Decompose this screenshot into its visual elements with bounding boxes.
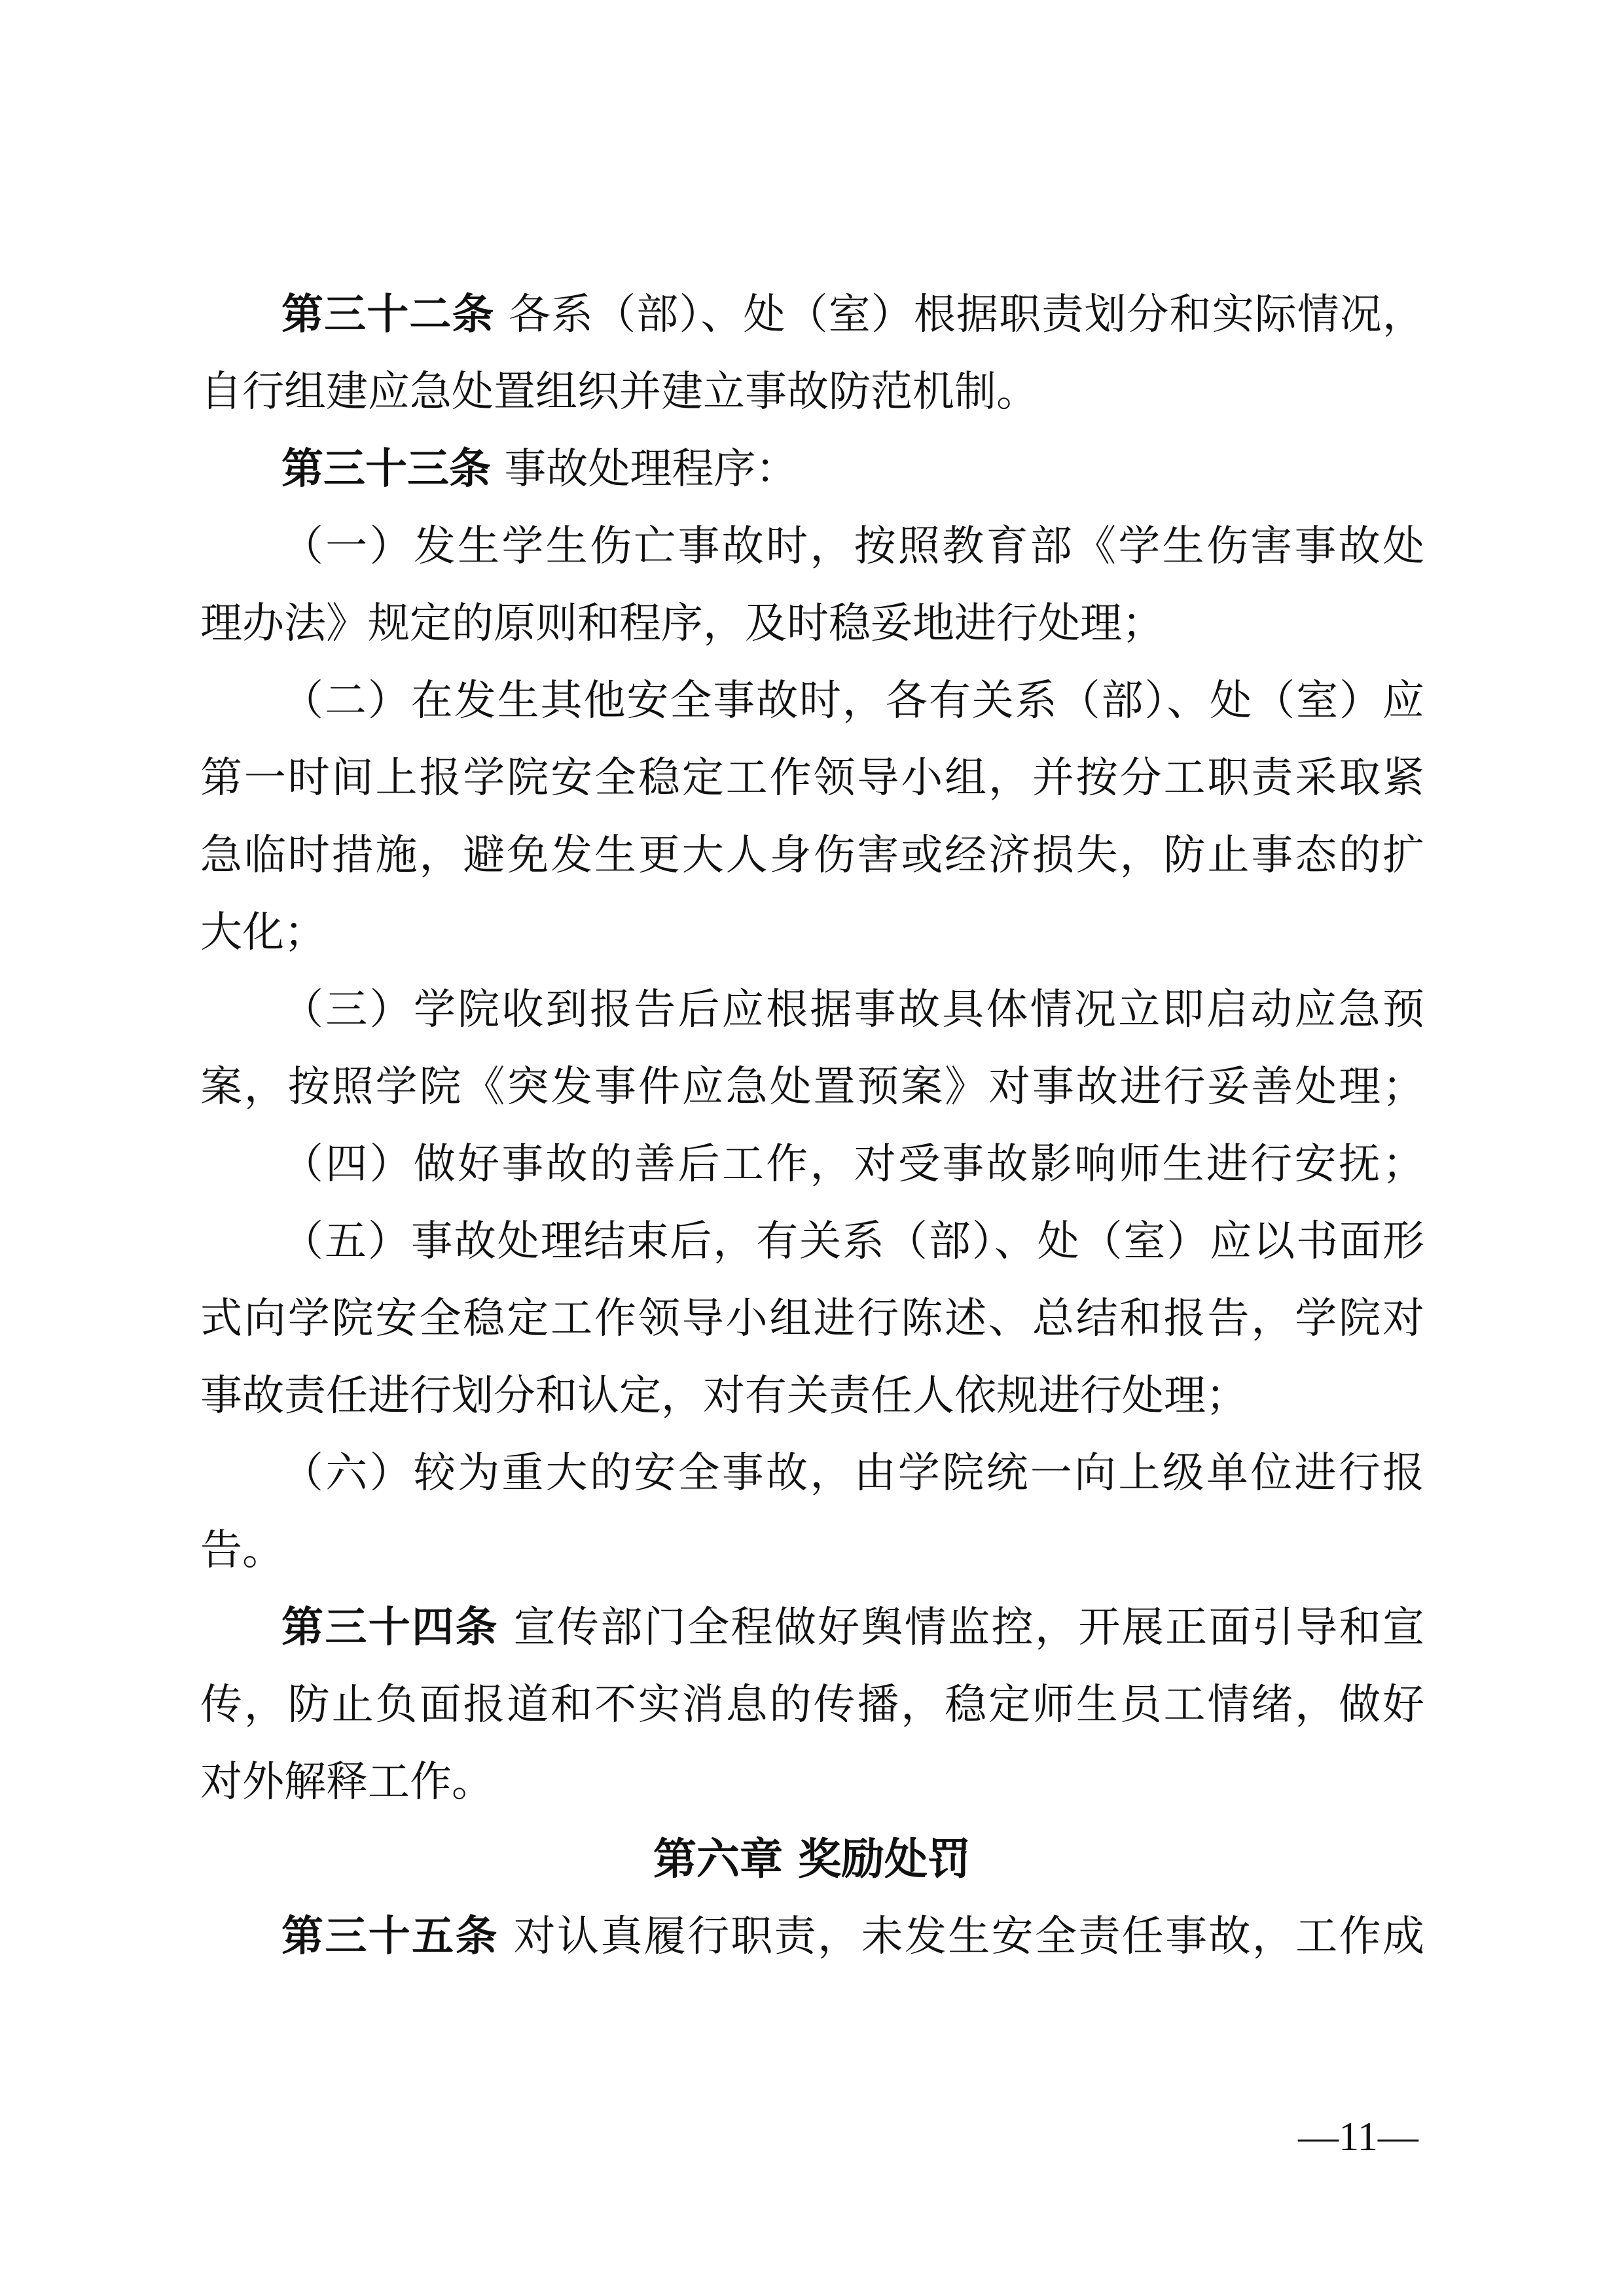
article-34-line-3: 对外解释工作。 <box>200 1758 494 1806</box>
article-34-line-1 <box>281 1589 1424 1666</box>
article-35-line-1 <box>281 1898 1424 1975</box>
article-35-text-1: 对认真履行职责，未发生安全责任事故，工作成 <box>513 1912 1425 1961</box>
article-33-item-2-line-1: （二）在发生其他安全事故时，各有关系（部）、处（室）应 <box>281 677 1424 725</box>
article-32-text-1: 各系（部）、处（室）根据职责划分和实际情况， <box>508 291 1425 339</box>
article-33-item-2-line-3: 急临时措施，避免发生更大人身伤害或经济损失，防止事态的扩 <box>200 831 1424 880</box>
article-33-item-5-line-2: 式向学院安全稳定工作领导小组进行陈述、总结和报告，学院对 <box>200 1295 1424 1343</box>
article-33-item-3-line-1: （三）学院收到报告后应根据事故具体情况立即启动应急预 <box>281 986 1424 1034</box>
article-33-item-4-line-1: （四）做好事故的善后工作，对受事故影响师生进行安抚； <box>281 1140 1424 1189</box>
article-34-text-1: 宣传部门全程做好舆情监控，开展正面引导和宣 <box>513 1604 1425 1652</box>
article-35-heading: 第三十五条 <box>281 1912 499 1961</box>
article-32-line-1 <box>281 276 1424 353</box>
article-33-line-1 <box>281 431 1424 508</box>
article-33-item-6-line-2: 告。 <box>200 1526 284 1575</box>
article-33-text-1: 事故处理程序： <box>504 445 798 493</box>
article-33-heading: 第三十三条 <box>281 445 491 493</box>
article-33-item-5-line-3: 事故责任进行划分和认定，对有关责任人依规进行处理； <box>200 1372 1248 1420</box>
article-32-heading: 第三十二条 <box>281 291 495 339</box>
article-34-heading: 第三十四条 <box>281 1604 499 1652</box>
article-33-item-6-line-1: （六）较为重大的安全事故，由学院统一向上级单位进行报 <box>281 1449 1424 1498</box>
article-34-line-2: 传，防止负面报道和不实消息的传播，稳定师生员工情绪，做好 <box>200 1681 1424 1729</box>
article-33-item-1-line-1: （一）发生学生伤亡事故时，按照教育部《学生伤害事故处 <box>281 522 1424 571</box>
article-33-item-5-line-1: （五）事故处理结束后，有关系（部）、处（室）应以书面形 <box>281 1217 1424 1266</box>
article-32-line-2: 自行组建应急处置组织并建立事故防范机制。 <box>200 368 1038 416</box>
article-33-item-3-line-2: 案，按照学院《突发事件应急处置预案》对事故进行妥善处理； <box>200 1063 1424 1111</box>
article-33-item-2-line-2: 第一时间上报学院安全稳定工作领导小组，并按分工职责采取紧 <box>200 754 1424 802</box>
chapter-6-title: 第六章 奖励处罚 <box>653 1834 971 1884</box>
article-33-item-2-line-4: 大化； <box>200 908 326 957</box>
page-number: —11— <box>1298 2115 1418 2159</box>
article-33-item-1-line-2: 理办法》规定的原则和程序，及时稳妥地进行处理； <box>200 600 1164 648</box>
